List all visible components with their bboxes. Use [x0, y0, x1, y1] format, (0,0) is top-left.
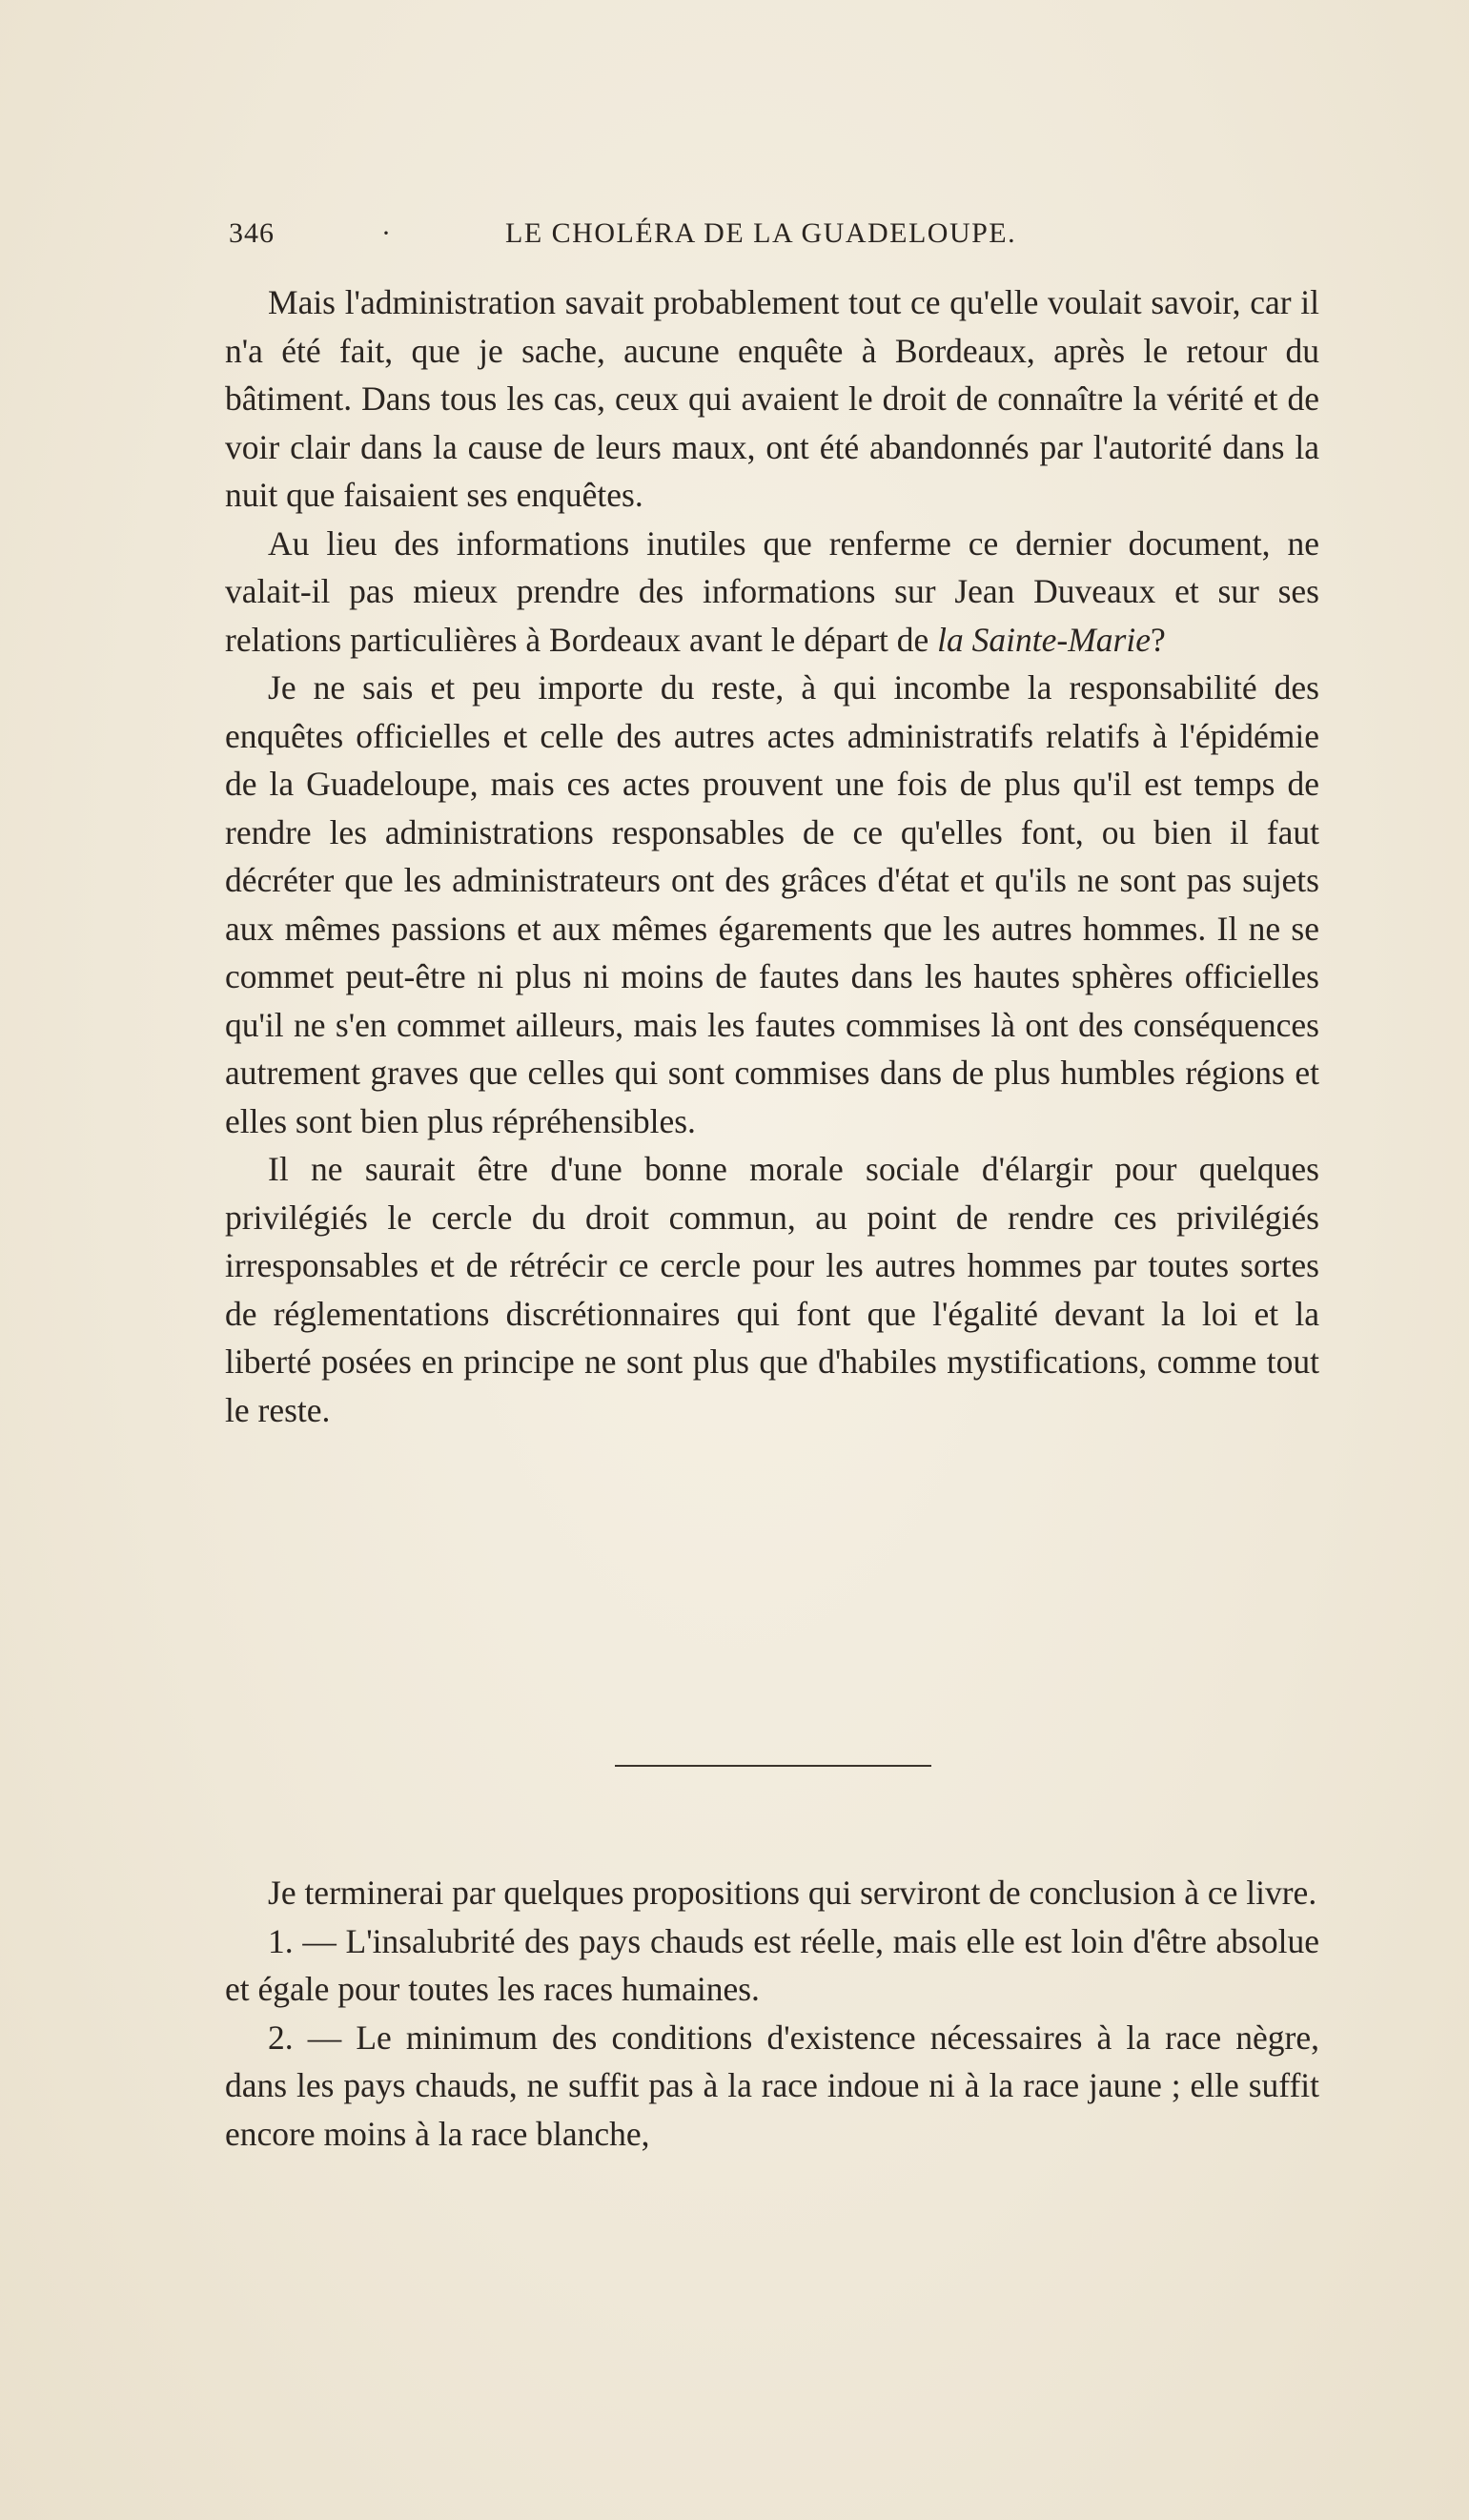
paragraph-conclusion-intro: Je terminerai par quelques propositions qui serviront de conclusion à ce livre. — [268, 1874, 1317, 1912]
ship-name: la Sainte-Marie — [937, 620, 1151, 659]
body-text-before-break — [225, 278, 1319, 1434]
proposition-2: 2. — Le minimum des conditions d'existence nécessaires à la race nègre, dans les pays chauds, ne suffit pas à la race indoue ni à la race jaune ; elle suffit encore moins à la race blanche, — [225, 2018, 1319, 2153]
running-head-title: LE CHOLÉRA DE LA GUADELOUPE. — [505, 217, 1017, 249]
paragraph-responsabilite: Je ne sais et peu importe du reste, à qui incombe la responsabilité des enquêtes officielles et celle des autres actes administratifs relatifs à l'épidémie de la Guadeloupe, mais ces actes prouvent une fois de plus qu'il est temps de rendre les administrations responsables de ce qu'elles font, ou bien il faut décréter que les administrateurs ont des grâces d'état et qu'ils ne sont pas sujets aux mêmes passions et aux mêmes égarements que les autres hommes. Il ne se commet peut-être ni plus ni moins de fautes dans les hautes sphères officielles qu'il ne s'en commet ailleurs, mais les fautes commises là ont des conséquences autrement graves que celles qui sont commises dans de plus humbles régions et elles sont bien plus répréhensibles. — [225, 668, 1319, 1140]
page-number: 346 — [229, 217, 275, 249]
running-head — [229, 217, 1319, 256]
paragraph-informations — [225, 520, 1319, 665]
paragraph-morale-sociale: Il ne saurait être d'une bonne morale sociale d'élargir pour quelques privilégiés le cercle du droit commun, au point de rendre ces privilégiés irresponsables et de rétrécir ce cercle pour les autres hommes par toutes sortes de réglementations discrétionnaires qui font que l'égalité devant la loi et la liberté posées en principe ne sont plus que d'habiles mystifications, comme tout le reste. — [225, 1150, 1319, 1429]
paragraph-administration: Mais l'administration savait probablement tout ce qu'elle voulait savoir, car il n'a été fait, que je sache, aucune enquête à Bordeaux, après le retour du bâtiment. Dans tous les cas, ceux qui avaient le droit de connaître la vérité et de voir clair dans la cause de leurs maux, ont été abandonnés par l'autorité dans la nuit que faisaient ses enquêtes. — [225, 283, 1319, 514]
section-separator-rule — [615, 1765, 931, 1767]
paragraph-informations-text: Au lieu des informations inutiles que renferme ce dernier document, ne valait-il pas mieux prendre des informations sur Jean Duveaux et sur ses relations particulières à Bordeaux avant le départ de — [225, 523, 1319, 659]
proposition-1: 1. — L'insalubrité des pays chauds est réelle, mais elle est loin d'être absolue et égale pour toutes les races humaines. — [225, 1921, 1319, 2008]
running-head-dot: · — [381, 217, 392, 249]
body-text-conclusion — [225, 1869, 1319, 2158]
paragraph-informations-end: ? — [1150, 620, 1166, 659]
